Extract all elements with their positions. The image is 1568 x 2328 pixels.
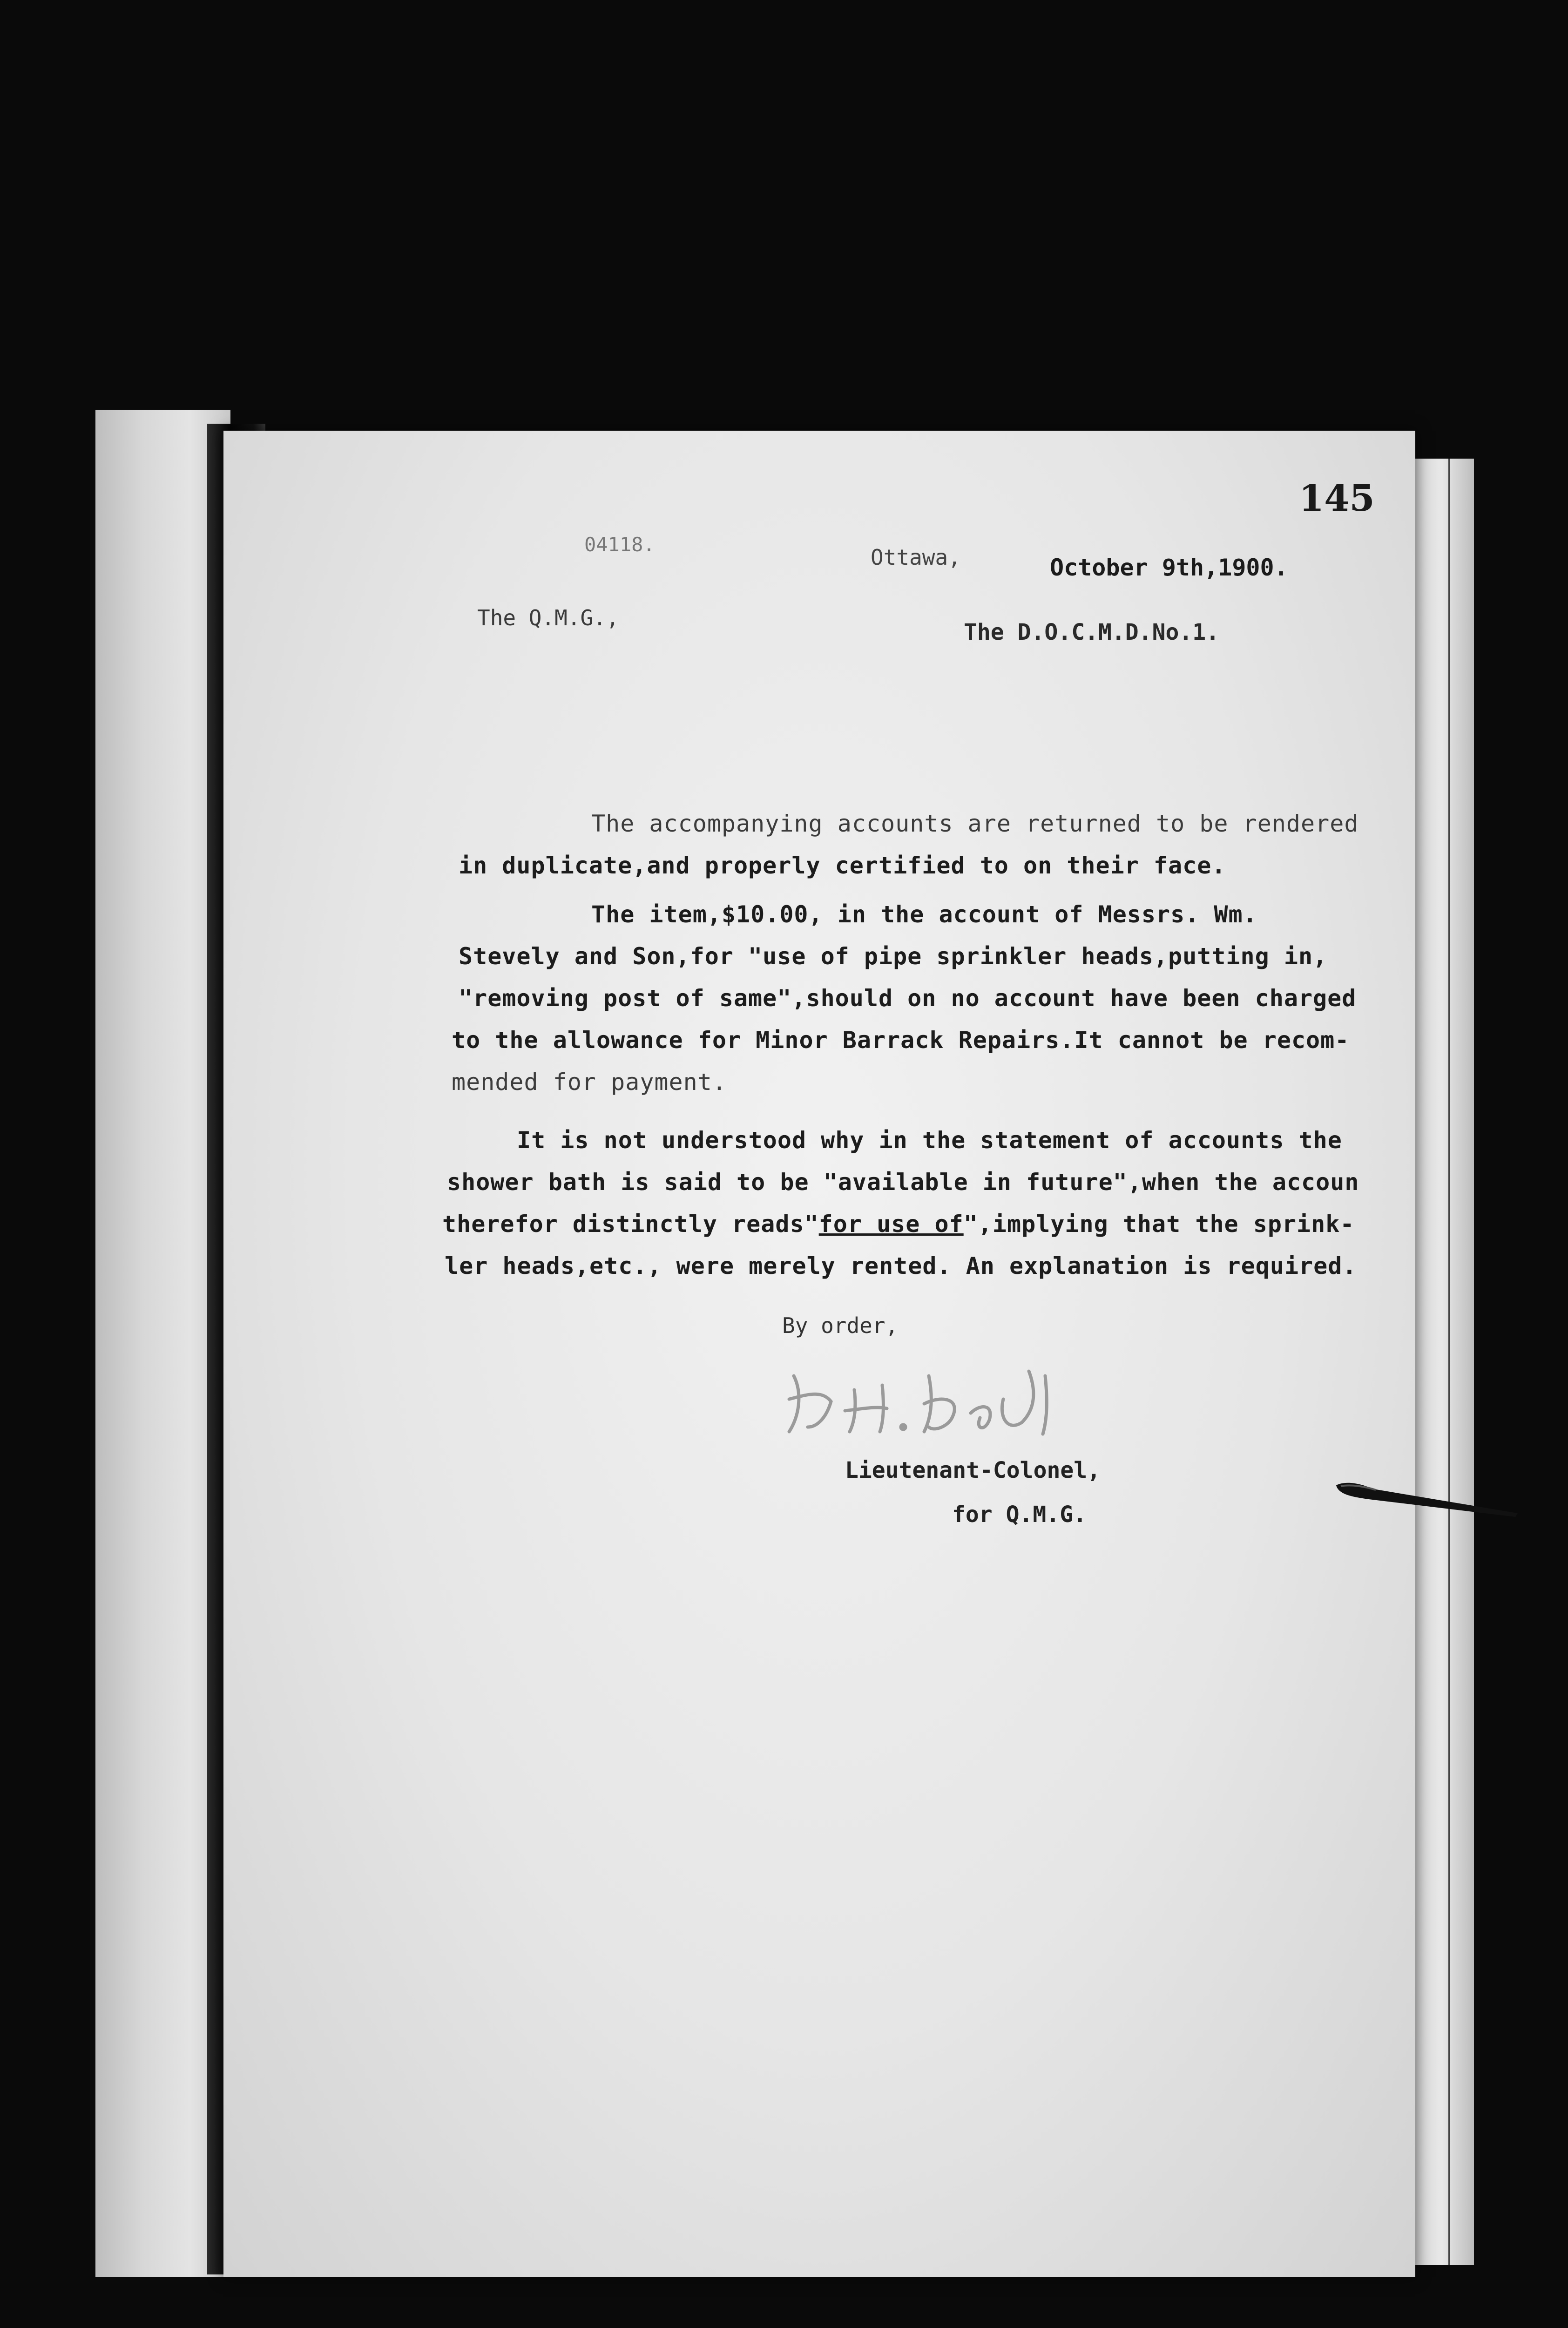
body-line: The accompanying accounts are returned to be rendered: [591, 810, 1359, 837]
page-number: 145: [1299, 477, 1375, 520]
place: Ottawa,: [871, 545, 961, 570]
underlined-phrase: for use of: [818, 1211, 964, 1238]
file-number: 04118.: [584, 533, 655, 556]
body-line: in duplicate,and properly certified to on their face.: [459, 852, 1226, 879]
letter-sheet: [223, 431, 1415, 2277]
pen-icon: [1331, 1481, 1527, 1518]
signatory-for-line: for Q.M.G.: [952, 1502, 1087, 1528]
addressee: The Q.M.G.,: [477, 605, 619, 630]
date: October 9th,1900.: [1050, 554, 1288, 581]
under-sheet-right-edge: [1406, 459, 1474, 2265]
body-line: shower bath is said to be "available in future",when the accoun: [447, 1169, 1359, 1196]
body-line: mended for payment.: [452, 1069, 727, 1096]
body-line: The item,$10.00, in the account of Messrs. Wm.: [591, 901, 1257, 928]
handwritten-signature: [775, 1357, 1064, 1446]
body-line: [442, 1211, 1354, 1238]
body-line: ler heads,etc., were merely rented. An explanation is required.: [445, 1252, 1357, 1279]
signatory-rank: Lieutenant-Colonel,: [845, 1457, 1101, 1483]
body-line: to the allowance for Minor Barrack Repairs.It cannot be recom-: [452, 1027, 1350, 1054]
sender: The D.O.C.M.D.No.1.: [964, 619, 1220, 645]
closing: By order,: [782, 1313, 899, 1338]
body-line: It is not understood why in the statement of accounts the: [517, 1127, 1342, 1154]
body-line: "removing post of same",should on no account have been charged: [459, 985, 1357, 1012]
body-line: Stevely and Son,for "use of pipe sprinkler heads,putting in,: [459, 943, 1328, 970]
body-text: therefor distinctly reads": [442, 1211, 819, 1238]
body-text: ",implying that the sprink-: [963, 1211, 1355, 1238]
